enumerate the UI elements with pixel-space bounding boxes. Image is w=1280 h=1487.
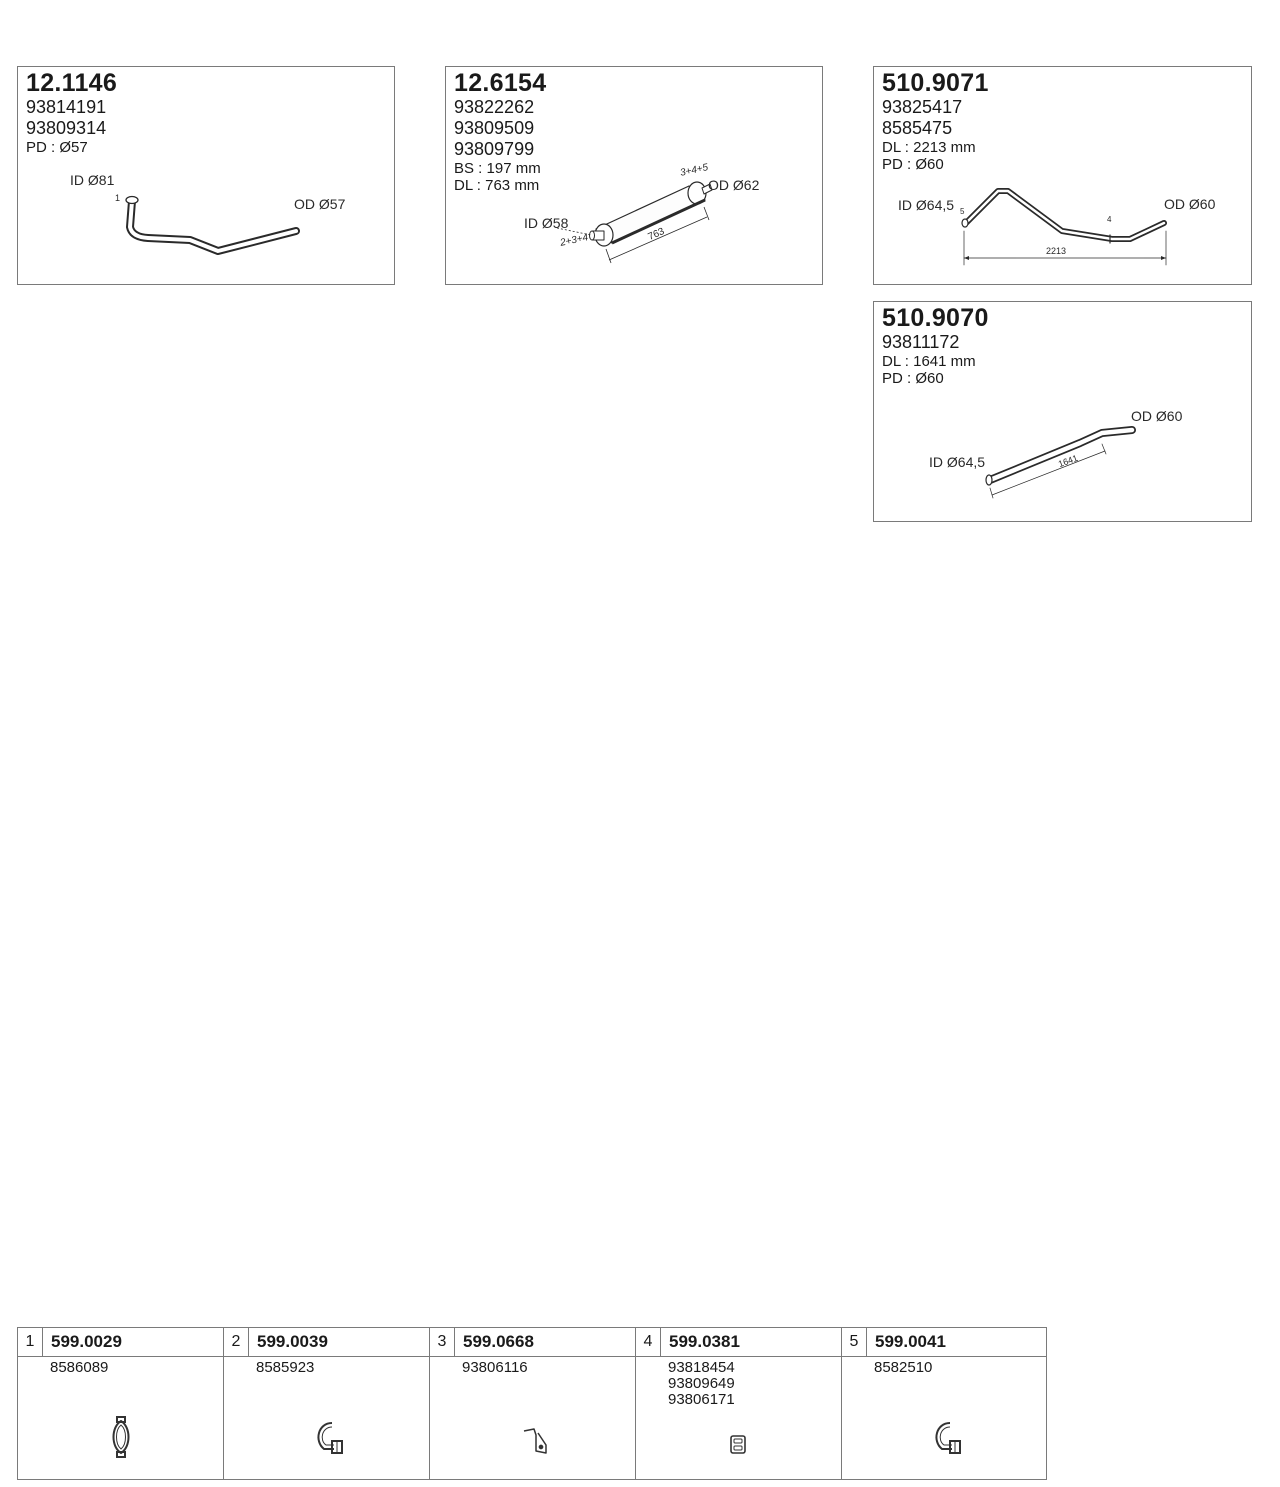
tail-pipe-drawing bbox=[874, 302, 1253, 523]
pipe-diameter-spec: PD : Ø57 bbox=[26, 139, 88, 156]
oe-reference: 93811172 bbox=[882, 332, 960, 352]
oe-reference: 93809799 bbox=[454, 139, 535, 159]
accessory-cell[interactable] bbox=[18, 1357, 224, 1480]
accessory-cell[interactable] bbox=[842, 1357, 1047, 1480]
oe-number-list bbox=[256, 1360, 314, 1376]
length-spec: DL : 1641 mm bbox=[882, 353, 976, 370]
body-size-spec: BS : 197 mm bbox=[454, 160, 541, 177]
accessory-part-number[interactable]: 599.0668 bbox=[455, 1328, 636, 1357]
pipe-diameter-spec: PD : Ø60 bbox=[882, 370, 944, 387]
marker-label: 1 bbox=[115, 193, 121, 203]
u-clamp-icon bbox=[312, 1419, 346, 1457]
inlet-diameter-label: ID Ø81 bbox=[70, 172, 115, 188]
oe-number: 8582510 bbox=[874, 1359, 933, 1376]
accessory-part-number[interactable]: 599.0041 bbox=[867, 1328, 1047, 1357]
accessory-part-number[interactable]: 599.0381 bbox=[661, 1328, 842, 1357]
oe-number-list bbox=[462, 1360, 528, 1376]
rubber-mount-icon bbox=[728, 1433, 748, 1457]
accessory-index: 5 bbox=[842, 1328, 867, 1357]
part-card-510-9071[interactable] bbox=[873, 66, 1252, 285]
accessories-table bbox=[17, 1327, 1047, 1480]
accessory-part-number[interactable]: 599.0029 bbox=[43, 1328, 224, 1357]
pipe-diameter-spec: PD : Ø60 bbox=[882, 156, 944, 173]
accessories-detail-row bbox=[18, 1357, 1047, 1480]
part-number: 510.9071 bbox=[882, 69, 989, 97]
marker-label: 4 bbox=[1107, 215, 1112, 224]
length-dimension-label: 2213 bbox=[1046, 246, 1067, 256]
outlet-diameter-label: OD Ø60 bbox=[1164, 196, 1216, 212]
length-spec: DL : 763 mm bbox=[454, 177, 540, 194]
length-dimension-label: 763 bbox=[646, 226, 667, 243]
oe-reference: 8585475 bbox=[882, 118, 953, 138]
length-dimension-label: 1641 bbox=[1056, 452, 1080, 470]
accessory-cell[interactable] bbox=[224, 1357, 430, 1480]
bracket-icon bbox=[520, 1425, 550, 1459]
flange-clamp-icon bbox=[106, 1415, 136, 1459]
accessory-index: 3 bbox=[430, 1328, 455, 1357]
outlet-diameter-label: OD Ø62 bbox=[708, 177, 760, 193]
accessories-header-row bbox=[18, 1328, 1047, 1357]
accessory-cell[interactable] bbox=[430, 1357, 636, 1480]
marker-label: 3+4+5 bbox=[679, 162, 710, 179]
oe-number-list bbox=[50, 1360, 108, 1376]
outlet-diameter-label: OD Ø57 bbox=[294, 196, 346, 212]
u-clamp-icon bbox=[930, 1419, 964, 1457]
oe-reference: 93822262 bbox=[454, 97, 535, 117]
muffler-drawing bbox=[446, 67, 824, 286]
oe-number-list bbox=[668, 1360, 735, 1408]
marker-label: 2+3+4 bbox=[559, 232, 590, 249]
inlet-diameter-label: ID Ø58 bbox=[524, 215, 569, 231]
accessory-part-number[interactable]: 599.0039 bbox=[249, 1328, 430, 1357]
part-number: 510.9070 bbox=[882, 304, 989, 332]
part-number: 12.1146 bbox=[26, 69, 118, 97]
oe-number: 93818454 bbox=[668, 1359, 735, 1376]
part-card-12-6154[interactable] bbox=[445, 66, 823, 285]
oe-number: 8586089 bbox=[50, 1359, 109, 1376]
accessory-cell[interactable] bbox=[636, 1357, 842, 1480]
inlet-diameter-label: ID Ø64,5 bbox=[898, 197, 955, 213]
accessory-index: 2 bbox=[224, 1328, 249, 1357]
oe-reference: 93825417 bbox=[882, 97, 963, 117]
oe-reference: 93814191 bbox=[26, 97, 107, 117]
oe-reference: 93809509 bbox=[454, 118, 535, 138]
oe-number: 93806171 bbox=[668, 1391, 735, 1408]
outlet-diameter-label: OD Ø60 bbox=[1131, 408, 1183, 424]
oe-number: 93806116 bbox=[462, 1359, 528, 1376]
part-number: 12.6154 bbox=[454, 69, 547, 97]
marker-label: 5 bbox=[960, 207, 965, 216]
inlet-diameter-label: ID Ø64,5 bbox=[929, 454, 986, 470]
accessory-index: 4 bbox=[636, 1328, 661, 1357]
length-spec: DL : 2213 mm bbox=[882, 139, 976, 156]
oe-number: 8585923 bbox=[256, 1359, 315, 1376]
accessory-index: 1 bbox=[18, 1328, 43, 1357]
oe-reference: 93809314 bbox=[26, 118, 107, 138]
oe-number-list bbox=[874, 1360, 932, 1376]
part-card-12-1146[interactable] bbox=[17, 66, 395, 285]
part-card-510-9070[interactable] bbox=[873, 301, 1252, 522]
oe-number: 93809649 bbox=[668, 1375, 735, 1392]
